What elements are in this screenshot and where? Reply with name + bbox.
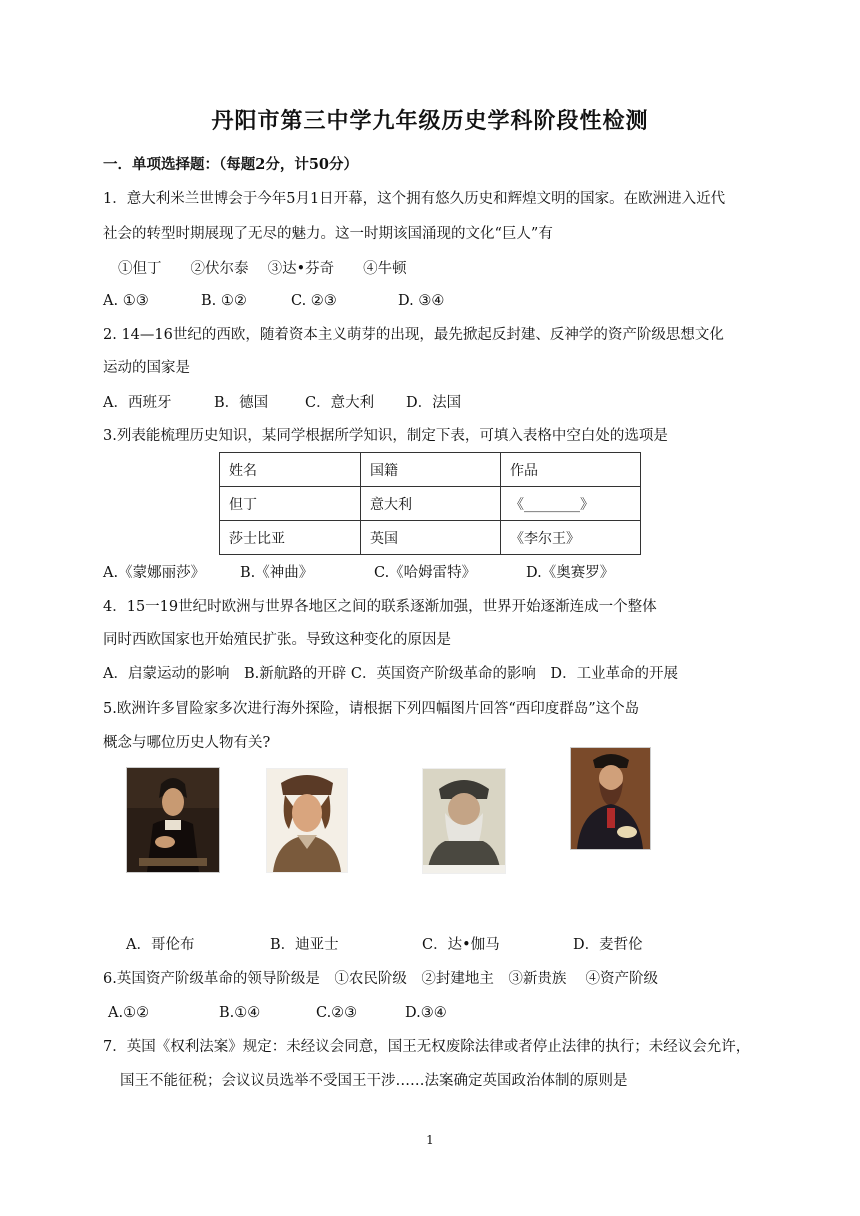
q1-items: ①但丁 ②伏尔泰 ③达•芬奇 ④牛顿 (118, 261, 407, 277)
table-row (220, 521, 641, 555)
q3-option-c: C.《哈姆雷特》 (374, 565, 477, 581)
q1-option-a: A. ①③ (103, 293, 149, 309)
q5-option-c: C．达•伽马 (422, 937, 500, 953)
q3-stem: 3.列表能梳理历史知识，某同学根据所学知识，制定下表，可填入表格中空白处的选项是 (103, 428, 668, 444)
q2-stem-line1: 2. 14—16世纪的西欧，随着资本主义萌芽的出现，最先掀起反封建、反神学的资产阶级思想文化 (103, 327, 724, 343)
q6-option-c: C.②③ (316, 1005, 358, 1021)
q4-stem-line2: 同时西欧国家也开始殖民扩张。导致这种变化的原因是 (103, 632, 451, 648)
q6-option-b: B.①④ (219, 1005, 261, 1021)
q6-options (108, 1003, 447, 1023)
q5-stem-line1: 5.欧洲许多冒险家多次进行海外探险，请根据下列四幅图片回答“西印度群岛”这个岛 (103, 701, 640, 717)
q5-options (126, 935, 643, 955)
q7-stem-line2: 国王不能征税；会议议员选举不受国王干涉……法案确定英国政治体制的原则是 (120, 1073, 628, 1089)
q5-stem-line2: 概念与哪位历史人物有关? (103, 735, 271, 751)
q5-option-b: B．迪亚士 (270, 937, 339, 953)
portrait-image-magellan (570, 747, 651, 850)
q7-stem-line1: 7．英国《权利法案》规定：未经议会同意，国王无权废除法律或者停止法律的执行；未经议会允许， (103, 1039, 751, 1055)
q2-option-c: C．意大利 (305, 395, 375, 411)
q1-option-c: C. ②③ (291, 293, 337, 309)
portrait-image-da-gama (422, 768, 506, 874)
q3-option-d: D.《奥赛罗》 (526, 565, 615, 581)
q1-stem-line2: 社会的转型时期展现了无尽的魅力。这一时期该国涌现的文化“巨人”有 (103, 226, 553, 242)
q2-options (103, 393, 461, 413)
q3-option-a: A.《蒙娜丽莎》 (103, 565, 206, 581)
table-cell: 姓名 (220, 453, 361, 487)
q2-option-a: A．西班牙 (103, 395, 172, 411)
table-cell: 《________》 (501, 487, 641, 521)
table-cell: 意大利 (361, 487, 501, 521)
section-heading: 一．单项选择题：（每题2分，计50分） (103, 156, 359, 173)
q1-option-d: D. ③④ (398, 293, 445, 309)
q2-option-b: B．德国 (214, 395, 269, 411)
table-cell: 《李尔王》 (501, 521, 641, 555)
q2-option-d: D．法国 (406, 395, 462, 411)
q3-option-b: B.《神曲》 (240, 565, 314, 581)
portrait-image-dias (266, 768, 348, 873)
table-cell: 莎士比亚 (220, 521, 361, 555)
portrait-image-columbus (126, 767, 220, 873)
q1-options (103, 291, 444, 311)
q6-option-d: D.③④ (405, 1005, 447, 1021)
table-row (220, 453, 641, 487)
portrait-columbus-graphic (127, 768, 219, 872)
portrait-magellan-graphic (571, 748, 650, 849)
portrait-da-gama-graphic (423, 769, 505, 873)
table-cell: 英国 (361, 521, 501, 555)
portrait-dias-graphic (267, 769, 347, 872)
page-number: 1 (426, 1133, 434, 1147)
q1-option-b: B. ①② (201, 293, 247, 309)
q5-option-d: D．麦哲伦 (573, 937, 643, 953)
q5-option-a: A．哥伦布 (126, 937, 195, 953)
q1-stem-line1: 1．意大利米兰世博会于今年5月1日开幕，这个拥有悠久历史和辉煌文明的国家。在欧洲进入近代 (103, 191, 726, 207)
q4-options: A．启蒙运动的影响 B.新航路的开辟 C．英国资产阶级革命的影响 D．工业革命的开展 (103, 666, 679, 682)
page-title: 丹阳市第三中学九年级历史学科阶段性检测 (211, 108, 649, 134)
q3-options (103, 563, 614, 583)
q3-table (219, 452, 641, 555)
table-cell: 作品 (501, 453, 641, 487)
table-cell: 国籍 (361, 453, 501, 487)
q6-stem: 6.英国资产阶级革命的领导阶级是 ①农民阶级 ②封建地主 ③新贵族 ④资产阶级 (103, 971, 658, 987)
table-row (220, 487, 641, 521)
q4-stem-line1: 4．15一19世纪时欧洲与世界各地区之间的联系逐渐加强，世界开始逐渐连成一个整体 (103, 599, 657, 615)
q6-option-a: A.①② (108, 1005, 150, 1021)
table-cell: 但丁 (220, 487, 361, 521)
q2-stem-line2: 运动的国家是 (103, 360, 190, 376)
